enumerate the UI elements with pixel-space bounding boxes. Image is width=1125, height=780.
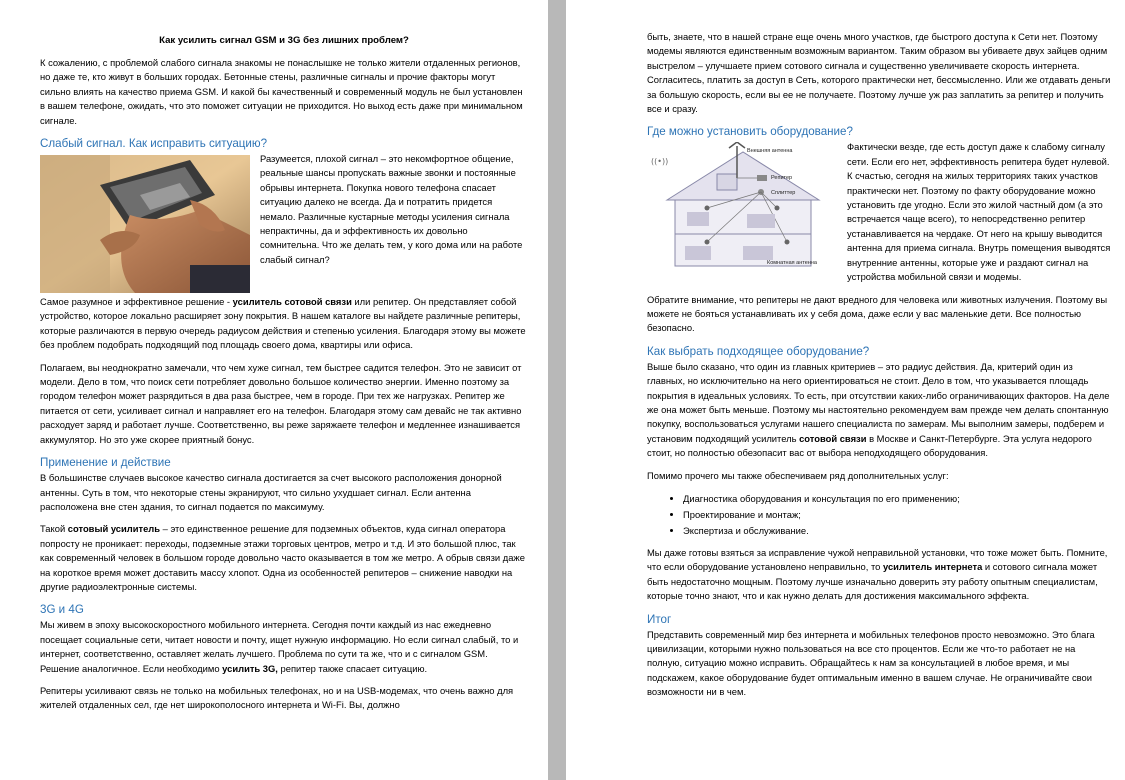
list-item: • Экспертиза и обслуживание. xyxy=(683,523,1111,538)
svg-text:((•)): ((•)) xyxy=(651,157,669,167)
choose-paragraph: Выше было сказано, что один из главных критериев – это радиус действия. Да, критерий один из главных, но исключительно на него ориентироваться не стоит. Дело в том, что указывается площадь покрытия в идеальных условиях. То есть, при отсутствии каких-либо ограничивающих факторов. На деле же она может быть меньше. Поэтому мы настоятельно рекомендуем вам прежде чем делать спонтанную покупку, воспользоваться услугами нашего специалиста по замерам. Мы выполним замеры, подберем и установим подходящий усилитель сотовой связи в Москве и Санкт-Петербурге. Эта услуга недорого стоит, но полностью обезопасит вас от выбора неподходящего оборудования. xyxy=(647,360,1110,459)
heading-total: Итог xyxy=(647,612,672,626)
document-title: Как усилить сигнал GSM и 3G без лишних проблем? xyxy=(159,35,409,46)
services-list xyxy=(647,491,1111,538)
heading-application: Применение и действие xyxy=(40,456,171,470)
document-page-left xyxy=(0,0,548,780)
heading-choose: Как выбрать подходящее оборудование? xyxy=(647,344,870,358)
application-paragraph: В большинстве случаев высокое качество сигнала достигается за счет высокого расположения донорной антенны. Суть в том, что некоторые стены экранируют, что сильно ухудшает сигнал. Если антенна расположена вне стен здания, то сигнал подается по максимуму. xyxy=(40,472,502,512)
3g-paragraph: Мы живем в эпоху высокоскоростного мобильного интернета. Сегодня почти каждый из нас ежедневно посещает социальные сети, читает новости и почту, ищет нужную информацию. Но если сигнал слабый, то и интернет, соответственно, оставляет желать лучшего. Проблема по сути та же, что и с сигналом GSM. Решение аналогичное. Если необходимо усилить 3G, репитер также спасает ситуацию. xyxy=(40,619,519,674)
phone-in-hand-image xyxy=(40,155,250,293)
continuation-paragraph: быть, знаете, что в нашей стране еще очень много участков, где быстрого доступа к Сети нет. Поэтому модемы являются единственным возможным вариантом. Таким образом вы убиваете двух зайцев одним выстрелом – улучшаете прием сотового сигнала и существенно увеличиваете скорость интернета. Согласитесь, платить за доступ в Сеть, которого практически нет, бессмысленно. Или же отдавать деньги за большую скорость, если вы ее не получаете. Поэтому лучше уж раз заплатить за репитер и получить все и сразу. xyxy=(647,31,1111,115)
label-splitter: Сплиттер xyxy=(771,190,796,197)
solution-paragraph: Самое разумное и эффективное решение - усилитель сотовой связи или репитер. Он представляет собой устройство, которое локально расширяет зону покрытия. В нашем каталоге вы найдете различные репитеры, которые различаются в первую очередь радиусом действия и степенью усиления. Благодаря этому вы можете без проблем подобрать подходящий под площадь своего дома, квартиры или офиса. xyxy=(40,296,526,351)
total-paragraph: Представить современный мир без интернета и мобильных телефонов просто невозможно. Это блага цивилизации, которыми нужно пользоваться на все сто процентов. Если же что-то работает не на полную, ситуацию можно исправить. Обращайтесь к нам за консультацией в любое время, и мы подскажем, какое оборудование будет оптимальным именно в вашем случае. Не ограничивайте свои возможности ни в чем. xyxy=(647,628,1095,698)
weak-signal-paragraph: Разумеется, плохой сигнал – это некомфортное общение, реальные шансы пропускать важные звонки и постоянные обрывы интернета. Покупка нового телефона спасает ситуацию далеко не всегда. Да и потратить придется немало. Различные кустарные методы усиления сигнала непрактичны, да и эффективность их довольно сомнительна. Что же делать тем, у кого дома или на работе слабый сигнал? xyxy=(260,153,523,265)
usb-paragraph: Репитеры усиливают связь не только на мобильных телефонах, но и на USB-модемах, что очень важно для жителей отдаленных сел, где нет широкополосного интернета и Wi-Fi. Вы, должно xyxy=(40,684,514,711)
list-item: • Проектирование и монтаж; xyxy=(683,507,1111,522)
where-paragraph: Фактически везде, где есть доступ даже к слабому сигналу сети. Если его нет, эффективность репитера будет нулевой. К счастью, сегодня на жилых территориях таких участков практически нет. Поэтому по факту оборудование можно установить где угодно. Если это жилой частный дом (а это встречается чаще всего), то непосредственно репитер устанавливается на чердаке. От него на крышу выводится антенна для приема сигнала. Внутрь помещения выводятся внутренние антенны, которые уже и раздают сигнал на устройства мобильной связи и модемы. xyxy=(847,141,1111,283)
sotovy-paragraph: Такой сотовый усилитель – это единственное решение для подземных объектов, куда сигнал оператора попросту не проникает: переходы, подземные этажи торговых центров, метро и т.д. И это большой плюс, так как современный человек в большом городе довольно часто оказывается в том же метро. А обрыв связи даже на короткое время может доставить массу хлопот. Одна из особенностей репитеров – снижение наводки на другие радиоэлектронные системы. xyxy=(40,523,525,592)
label-room-antenna: Комнатная антенна xyxy=(767,260,817,267)
heading-weak-signal: Слабый сигнал. Как исправить ситуацию? xyxy=(40,137,268,151)
list-item: • Диагностика оборудования и консультация по его применению; xyxy=(683,491,1111,506)
label-repeater: Репитер xyxy=(771,175,793,182)
document-page-right xyxy=(566,0,1125,780)
heading-3g-4g: 3G и 4G xyxy=(40,603,84,617)
fix-paragraph: Мы даже готовы взяться за исправление чужой неправильной установки, что тоже может быть. Помните, что если оборудование установлено неправильно, то усилитель интернета и сотового сигнала может быть недостаточно мощным. Поэтому лучше изначально доверить эту работу опытным специалистам, которые точно знают, что и как нужно делать для достижения максимального эффекта. xyxy=(647,546,1108,602)
label-external-antenna: Внешняя антенна xyxy=(747,148,793,155)
services-intro: Помимо прочего мы также обеспечиваем ряд дополнительных услуг: xyxy=(647,469,949,481)
safety-paragraph: Обратите внимание, что репитеры не дают вредного для человека или животных излучения. Поэтому вы можете не бояться устанавливать их у себя дома, даже если у вас маленькие дети. Все полностью безопасно. xyxy=(647,293,1108,334)
house-installation-diagram xyxy=(647,142,839,270)
battery-paragraph: Полагаем, вы неоднократно замечали, что чем хуже сигнал, тем быстрее садится телефон. Это не зависит от модели. Дело в том, что поиск сети потребляет довольно большое количество энергии. Именно поэтому за городом телефон может разрядиться в два раза быстрее, чем в городе. При тех же нагрузках. Репитер же питается от сети, усиливает сигнал и направляет его на телефон. Благодаря этому сам девайс не так активно расходует заряд и работает лучше. Соответственно, вы реже заряжаете телефон и медленнее изнашивается аккумулятор. Но это уже скорее приятный бонус. xyxy=(40,361,522,445)
intro-paragraph: К сожалению, с проблемой слабого сигнала знакомы не понаслышке не только жители отдаленных регионов, но даже те, кто живут в больших городах. Бетонные стены, различные сигналы и прочие факторы могут сильно влиять на качество приема GSM. И какой бы качественный и современный модуль не был установлен в вашем телефоне, ожидать, что это поможет ситуации не приходится. Но выход есть даже при минимальном сигнале. xyxy=(40,57,523,126)
heading-where-install: Где можно установить оборудование? xyxy=(647,125,853,139)
